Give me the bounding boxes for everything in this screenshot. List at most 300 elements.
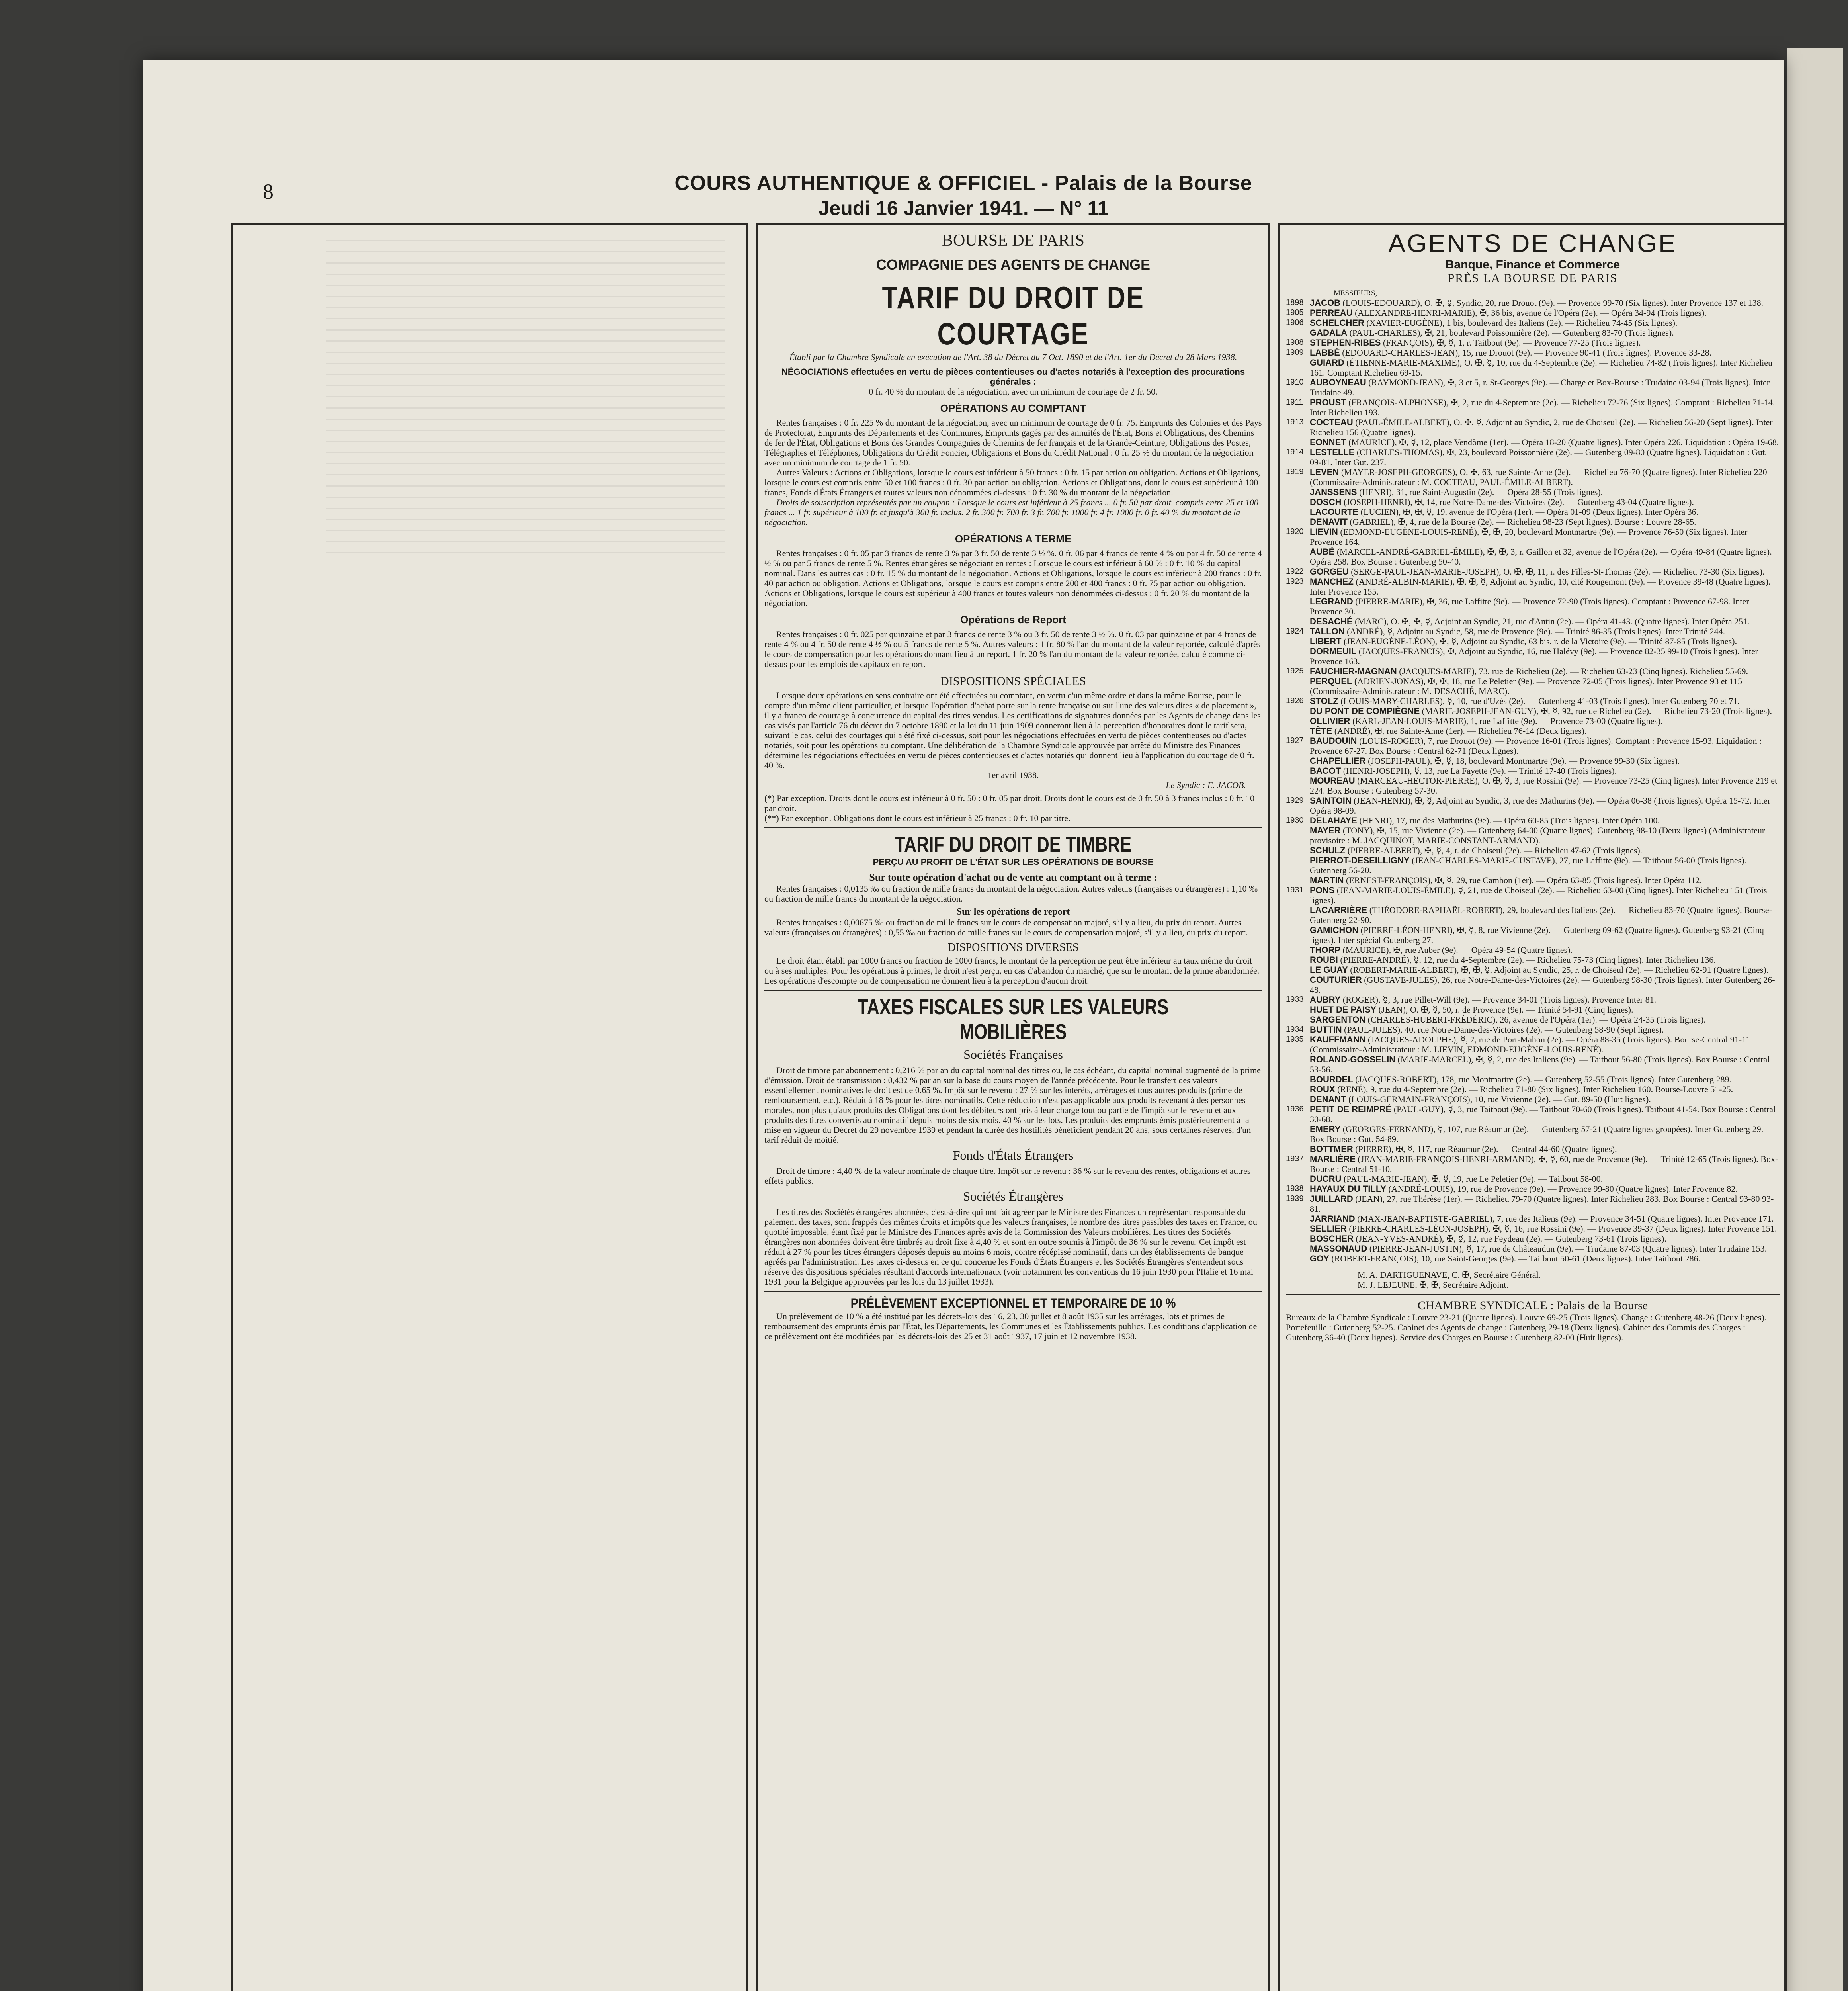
agent-entry [1286, 507, 1780, 517]
agent-entry [1286, 945, 1780, 955]
agent-entry [1286, 1154, 1780, 1174]
agent-entry [1286, 855, 1780, 875]
agent-name: BOTTMER [1310, 1144, 1353, 1154]
agent-name: LESTELLE [1310, 447, 1355, 457]
agent-year [1286, 636, 1310, 646]
agent-details: (JOSEPH-HENRI), ✠, 14, rue Notre-Dame-des-Victoires (2e). — Gutenberg 43-04 (Quatre lignes). [1343, 497, 1694, 507]
agent-entry [1286, 517, 1780, 527]
agent-details: (EDMOND-EUGÈNE-LOUIS-RENÉ), ✠, ✠, 20, boulevard Montmartre (9e). — Provence 76-50 (Six lignes). Inter Provence 164. [1310, 527, 1748, 547]
agent-details: (ANDRÉ-LOUIS), 19, rue de Provence (9e). — Provence 99-80 (Quatre lignes). Inter Provence 82. [1388, 1184, 1738, 1194]
agent-details: (LOUIS-MARY-CHARLES), ☿, 10, rue d'Uzès (2e). — Gutenberg 41-03 (Trois lignes). Inter Gutenberg 70 et 71. [1340, 696, 1740, 706]
agent-year [1286, 1224, 1310, 1234]
agent-name: JANSSENS [1310, 487, 1357, 497]
report-text: Rentes françaises : 0,00675 ‰ ou fraction de mille francs sur le cours de compensation majoré, s'il y a lieu, du prix du report. Autres valeurs (françaises ou étrangères) : 0,55 ‰ ou fraction de mille francs sur le cours de compensation majoré, s'il y a lieu, du prix du report. [764, 917, 1248, 937]
agent-entry [1286, 875, 1780, 885]
agent-name: DUCRU [1310, 1174, 1342, 1184]
secretaire-adjoint: M. J. LEJEUNE, ✠, ✠, Secrétaire Adjoint. [1358, 1280, 1509, 1290]
messieurs-label: MESSIEURS, [1334, 289, 1377, 297]
agent-year: 1938 [1286, 1184, 1304, 1193]
agent-details: (ANDRÉ), ☿, Adjoint au Syndic, 58, rue de Provence (9e). — Trinité 86-35 (Trois lignes). Inter Trinité 244. [1347, 626, 1725, 636]
agent-details: (LOUIS-EDOUARD), O. ✠, ☿, Syndic, 20, rue Drouot (9e). — Provence 99-70 (Six lignes). Inter Provence 137 et 138. [1342, 298, 1764, 308]
agent-year: 1923 [1286, 577, 1304, 586]
agent-year: 1911 [1286, 398, 1303, 407]
agent-year [1286, 756, 1310, 766]
agent-entry [1286, 696, 1780, 706]
agent-year [1286, 925, 1310, 945]
agent-name: BOURDEL [1310, 1074, 1353, 1084]
bourse-kicker: BOURSE DE PARIS [942, 231, 1084, 250]
agent-entry [1286, 417, 1780, 437]
agent-name: AUBRY [1310, 995, 1341, 1005]
agents-title: AGENTS DE CHANGE [1388, 229, 1677, 258]
agent-entry [1286, 905, 1780, 925]
agent-details: (JEAN), O. ✠, ☿, 50, r. de Provence (9e). — Trinité 54-91 (Cinq lignes). [1378, 1005, 1633, 1015]
timbre-head: Sur toute opération d'achat ou de vente au comptant ou à terme : [869, 872, 1157, 883]
agent-name: STEPHEN-RIBES [1310, 338, 1381, 348]
agent-details: (PIERRE-LÉON-HENRI), ✠, ☿, 8, rue Vivienne (2e). — Gutenberg 09-62 (Quatre lignes). Gutenberg 93-21 (Cinq lignes). Inter spécial Gutenberg 27. [1310, 925, 1764, 945]
agent-entry [1286, 1234, 1780, 1244]
agent-entry [1286, 447, 1780, 467]
agent-details: (MAURICE), ✠, ☿, 12, place Vendôme (1er). — Opéra 18-20 (Quatre lignes). Inter Opéra 226. Liquidation : Opéra 19-68. [1348, 437, 1779, 447]
agent-details: (PIERRE-ANDRÉ), ☿, 12, rue du 4-Septembre (2e). — Richelieu 75-73 (Cinq lignes). Inter Richelieu 136. [1340, 955, 1716, 965]
agent-year [1286, 955, 1310, 965]
agent-entry [1286, 1025, 1780, 1035]
agent-year: 1910 [1286, 378, 1304, 387]
prelevement-text: Un prélèvement de 10 % a été institué par les décrets-lois des 16, 23, 30 juillet et 8 août 1935 sur les arrérages, lots et primes de remboursement des emprunts émis par l'État, les Départements, les Communes et les Établissements publics. Les conditions d'application de ce prélèvement ont été modifiées par les décrets-lois des 25 et 31 août 1937, 17 juin et 12 novembre 1938. [764, 1311, 1257, 1341]
agent-name: OLLIVIER [1310, 716, 1350, 726]
agent-year: 1920 [1286, 527, 1304, 536]
agent-name: GUIARD [1310, 358, 1344, 368]
agent-name: BUTTIN [1310, 1025, 1342, 1035]
agent-name: AUBÉ [1310, 547, 1335, 557]
tarif-subtitle: Établi par la Chambre Syndicale en exécution de l'Art. 38 du Décret du 7 Oct. 1890 et de l'Art. 1er du Décret du 28 Mars 1938. [789, 352, 1237, 362]
agent-details: (JACQUES-FRANCIS), ✠, Adjoint au Syndic, 16, rue Halévy (9e). — Provence 82-35 99-10 (Trois lignes). Inter Provence 163. [1310, 646, 1758, 666]
agents-column [1286, 227, 1780, 1342]
agent-details: (ERNEST-FRANÇOIS), ✠, ☿, 29, rue Cambon (1er). — Opéra 63-85 (Trois lignes). Inter Opéra 112. [1346, 875, 1702, 885]
agent-year: 1939 [1286, 1194, 1304, 1203]
courtage-column [764, 227, 1262, 1341]
agent-details: (ALEXANDRE-HENRI-MARIE), ✠, 36 bis, avenue de l'Opéra (2e). — Opéra 34-94 (Trois lignes). [1355, 308, 1707, 318]
agent-name: ROLAND-GOSSELIN [1310, 1054, 1396, 1064]
agent-entry [1286, 1174, 1780, 1184]
agent-year [1286, 945, 1310, 955]
agent-entry [1286, 567, 1780, 577]
agent-name: MARLIÈRE [1310, 1154, 1356, 1164]
agent-details: (MARC), O. ✠, ✠, ☿, Adjoint au Syndic, 21, rue d'Antin (2e). — Opéra 41-43. (Quatre lignes). Inter Opéra 251. [1355, 616, 1750, 626]
agent-year [1286, 517, 1310, 527]
agent-entry [1286, 328, 1780, 338]
agent-name: BACOT [1310, 766, 1341, 776]
agent-name: GADALA [1310, 328, 1348, 338]
agent-entry [1286, 577, 1780, 597]
agent-year [1286, 1074, 1310, 1084]
agent-name: CHAPELLIER [1310, 756, 1366, 766]
agent-entry [1286, 527, 1780, 547]
agent-details: (PIERRE-JEAN-JUSTIN), ☿, 17, rue de Châteaudun (9e). — Trudaine 87-03 (Quatre lignes). Inter Trudaine 153. [1369, 1244, 1767, 1254]
agent-entry [1286, 1054, 1780, 1074]
agent-year: 1926 [1286, 696, 1304, 705]
agent-details: (MARCEL-ANDRÉ-GABRIEL-ÉMILE), ✠, ✠, 3, r. Gaillon et 32, avenue de l'Opéra (2e). — Opéra 49-84 (Quatre lignes). Opéra 258. Box Bourse : Gutenberg 50-40. [1310, 547, 1772, 567]
agent-details: (ROGER), ☿, 3, rue Pillet-Will (9e). — Provence 34-01 (Trois lignes). Provence Inter 81. [1342, 995, 1657, 1005]
agent-details: (PAUL-MARIE-JEAN), ✠, ☿, 19, rue Le Peletier (9e). — Taitbout 58-00. [1343, 1174, 1603, 1184]
agent-year [1286, 875, 1310, 885]
agent-year: 1931 [1286, 886, 1304, 894]
agent-year: 1927 [1286, 736, 1304, 745]
agent-entry [1286, 1244, 1780, 1254]
agent-details: (FRANÇOIS-ALPHONSE), ✠, 2, rue du 4-Septembre (2e). — Richelieu 72-76 (Six lignes). Comptant : Richelieu 71-14. Inter Richelieu 193. [1310, 397, 1775, 417]
report-head: Sur les opérations de report [956, 907, 1070, 917]
agent-name: SAINTOIN [1310, 796, 1352, 806]
agent-entry [1286, 955, 1780, 965]
tarif-courtage-title: TARIF DU DROIT DE COURTAGE [882, 280, 1145, 351]
agent-entry [1286, 377, 1780, 397]
agent-name: DENANT [1310, 1094, 1346, 1104]
ops-report-heading: Opérations de Report [960, 614, 1066, 626]
agent-details: (JEAN-YVES-ANDRÉ), ✠, ☿, 12, rue Feydeau (2e). — Gutenberg 73-61 (Trois lignes). [1356, 1234, 1666, 1244]
agent-name: MASSONAUD [1310, 1244, 1367, 1254]
agent-year [1286, 1234, 1310, 1244]
agent-entry [1286, 1084, 1780, 1094]
ops-comptant-text: Rentes françaises : 0 fr. 225 % du montant de la négociation, avec un minimum de courtage de 0 fr. 75. Emprunts des Colonies et des Pays de Protectorat, Emprunts des Départements et des Communes, Emprunts gagés par des annuités de l'État, Bons et Obligations, des Chemins de fer de l'État, Obligations et Bons des Grandes Compagnies de Chemins de fer français et de la Grande-Ceinture, Obligations des Postes, Télégraphes et Téléphones, Obligations du Crédit Foncier, Obligations et Bons du Crédit National : 0 fr. 25 % du montant de la négociation avec un minimum de courtage de 1 fr. 50. [764, 418, 1262, 467]
agent-year [1286, 497, 1310, 507]
agent-details: (LUCIEN), ✠, ✠, ☿, 19, avenue de l'Opéra (1er). — Opéra 01-09 (Deux lignes). Inter Opéra 36. [1360, 507, 1699, 517]
agent-entry [1286, 397, 1780, 417]
agent-entry [1286, 626, 1780, 636]
agent-details: (PIERRE-CHARLES-LÉON-JOSEPH), ✠, ☿, 16, rue Rossini (9e). — Provence 39-37 (Deux lignes). Inter Provence 151. [1349, 1224, 1777, 1234]
agent-name: LABBÉ [1310, 348, 1340, 358]
agent-year [1286, 1174, 1310, 1184]
agent-details: (XAVIER-EUGÈNE), 1 bis, boulevard des Italiens (2e). — Richelieu 74-45 (Six lignes). [1366, 318, 1678, 328]
agent-year [1286, 1054, 1310, 1074]
agent-year: 1908 [1286, 338, 1304, 347]
agent-entry [1286, 736, 1780, 756]
agent-name: DESACHÉ [1310, 616, 1353, 626]
prelevement-title: PRÉLÈVEMENT EXCEPTIONNEL ET TEMPORAIRE DE 10 % [850, 1296, 1176, 1311]
agent-entry [1286, 298, 1780, 308]
agent-name: HUET DE PAISY [1310, 1005, 1377, 1015]
agent-year: 1930 [1286, 816, 1304, 825]
agent-year: 1929 [1286, 796, 1304, 805]
agent-year [1286, 825, 1310, 845]
agent-details: (JACQUES-MARIE), 73, rue de Richelieu (2e). — Richelieu 63-23 (Cinq lignes). Richelieu 55-69. [1399, 666, 1748, 676]
agent-details: (RENÉ), 9, rue du 4-Septembre (2e). — Richelieu 71-80 (Six lignes). Inter Richelieu 160. Bourse-Louvre 51-25. [1337, 1084, 1733, 1094]
note-two: (**) Par exception. Obligations dont le cours est inférieur à 25 francs : 0 fr. 10 par titre. [764, 813, 1071, 823]
agent-year [1286, 358, 1310, 377]
agent-entry [1286, 487, 1780, 497]
agent-year [1286, 766, 1310, 776]
agent-year: 1905 [1286, 308, 1304, 317]
agent-name: DORMEUIL [1310, 646, 1357, 656]
publication-title: COURS AUTHENTIQUE & OFFICIEL - Palais de la Bourse [674, 172, 1252, 195]
divider [1286, 1294, 1780, 1295]
agent-year [1286, 855, 1310, 875]
agent-year [1286, 1144, 1310, 1154]
agent-entry [1286, 646, 1780, 666]
agent-details: (THÉODORE-RAPHAËL-ROBERT), 29, boulevard des Italiens (2e). — Richelieu 83-70 (Quatre lignes). Bourse-Gutenberg 22-90. [1310, 905, 1772, 925]
agent-details: (PAUL-GUY), ☿, 3, rue Taitbout (9e). — Taitbout 70-60 (Trois lignes). Taitbout 41-54. Box Bourse : Central 30-68. [1310, 1104, 1776, 1124]
agent-entry [1286, 845, 1780, 855]
agent-details: (ADRIEN-JONAS), ✠, ✠, 18, rue Le Peletier (9e). — Provence 72-05 (Trois lignes). Inter Provence 93 et 115 (Commissaire-Administrateur : M. DESACHÉ, MARC). [1310, 676, 1743, 696]
agent-details: (JACQUES-ROBERT), 178, rue Montmartre (2e). — Gutenberg 52-55 (Trois lignes). Inter Gutenberg 289. [1355, 1074, 1732, 1084]
agent-name: TÊTE [1310, 726, 1332, 736]
agent-entry [1286, 825, 1780, 845]
agent-entry [1286, 437, 1780, 447]
show-through-texture [326, 235, 725, 553]
agent-details: (ANDRÉ-ALBIN-MARIE), ✠, ✠, ☿, Adjoint au Syndic, 10, cité Rougemont (9e). — Provence 39-48 (Quatre lignes). Inter Provence 155. [1310, 577, 1771, 597]
agent-year [1286, 507, 1310, 517]
agent-entry [1286, 995, 1780, 1005]
agent-year: 1933 [1286, 995, 1304, 1004]
agent-details: (GEORGES-FERNAND), ☿, 107, rue Réaumur (2e). — Gutenberg 57-21 (Quatre lignes groupées). Inter Gutenberg 29. Box Bourse : Gut. 54-89. [1310, 1124, 1764, 1144]
agent-details: (CHARLES-HUBERT-FRÉDÉRIC), 26, avenue de l'Opéra (1er). — Opéra 24-35 (Trois lignes). [1367, 1015, 1706, 1025]
agent-year [1286, 547, 1310, 567]
agent-details: (MARIE-JOSEPH-JEAN-GUY), ✠, ☿, 92, rue de Richelieu (2e). — Richelieu 73-20 (Trois lignes). [1422, 706, 1772, 716]
agent-year [1286, 1124, 1310, 1144]
agent-year: 1906 [1286, 318, 1304, 327]
agent-name: BOSCHER [1310, 1234, 1354, 1244]
societes-francaises-text: Droit de timbre par abonnement : 0,216 % par an du capital nominal des titres ou, le cas échéant, du capital nominal augmenté de la prime d'émission. Droit de transmission : 0,432 % par an sur la base du cours moyen de l'année précédente. Pour le transfert des valeurs essentiellement nominatives le droit est de 0.65 %. Impôt sur le revenu : 27 % sur les intérêts, arrérages et tous autres produits (prime de remboursement, etc.). Réduit à 18 % pour les titres nominatifs. Cette réduction n'est pas applicable aux produits revenant à des personnes morales, non plus qu'aux produits des Obligations dont les débiteurs ont pris à leur charge tout ou partie de l'impôt sur le revenu et aux produits des titres convertis au nominatif depuis moins de six mois. 40 % sur les lots. Les produits des emprunts émis postérieurement à la mise en vigueur du Décret du 29 novembre 1939 et pendant la durée des hostilités bénéficient pendant 20 ans, sous certaines réserves, d'un tarif réduit de moitié. [764, 1065, 1261, 1145]
agent-entry [1286, 1104, 1780, 1124]
agents-subtitle: Banque, Finance et Commerce [1445, 258, 1620, 271]
agent-details: (MAX-JEAN-BAPTISTE-GABRIEL), 7, rue des Italiens (9e). — Provence 34-51 (Quatre lignes). Inter Provence 171. [1357, 1214, 1774, 1224]
agent-entry [1286, 1194, 1780, 1214]
agent-name: LIBERT [1310, 636, 1342, 646]
agent-entry [1286, 706, 1780, 716]
agent-name: DELAHAYE [1310, 816, 1357, 825]
fonds-etats-text: Droit de timbre : 4,40 % de la valeur nominale de chaque titre. Impôt sur le revenu : 36 % sur le revenu des rentes, obligations et autres effets publics. [764, 1166, 1251, 1186]
agent-details: (JOSEPH-PAUL), ✠, ☿, 18, boulevard Montmartre (9e). — Provence 99-30 (Six lignes). [1368, 756, 1680, 766]
societes-francaises-heading: Sociétés Françaises [963, 1047, 1063, 1062]
agent-name: FAUCHIER-MAGNAN [1310, 666, 1397, 676]
souscription-text: Droits de souscription représentés par un coupon : Lorsque le cours est inférieur à 25 francs ... 0 fr. 50 par droit. compris entre 25 et 100 francs ... 1 fr. supérieur à 100 fr. et jusqu'à 300 fr. inclus. 2 fr. 300 fr. 700 fr. 3 fr. 700 fr. 1000 fr. 4 fr. 1000 fr. 0 fr. 40 % du montant de la négociation. [764, 497, 1258, 527]
agent-name: ROUX [1310, 1084, 1335, 1094]
agent-entry [1286, 1035, 1780, 1054]
agent-entry [1286, 1214, 1780, 1224]
agent-entry [1286, 308, 1780, 318]
agent-name: GAMICHON [1310, 925, 1359, 935]
agent-year: 1934 [1286, 1025, 1304, 1034]
agent-entry [1286, 975, 1780, 995]
agent-name: BAUDOUIN [1310, 736, 1357, 746]
agent-name: DENAVIT [1310, 517, 1348, 527]
autres-valeurs-text: Autres Valeurs : Actions et Obligations, lorsque le cours est inférieur à 50 francs : 0 fr. 15 par action ou obligation. Actions et Obligations, lorsque le cours est compris entre 50 et 100 francs : 0 fr. 30 par action ou obligation. Actions et Obligations, dont le cours est supérieur à 100 francs, Fonds d'États Étrangers et toutes valeurs non dénommées ci-dessus : 0 fr. 30 % du montant de la négociation. [764, 467, 1260, 497]
agent-entry [1286, 1005, 1780, 1015]
agent-year [1286, 597, 1310, 616]
agent-details: (KARL-JEAN-LOUIS-MARIE), 1, rue Laffitte (9e). — Provence 73-00 (Quatre lignes). [1352, 716, 1663, 726]
agent-name: SELLIER [1310, 1224, 1347, 1234]
agent-name: AUBOYNEAU [1310, 377, 1366, 387]
agent-year [1286, 676, 1310, 696]
agent-year: 1924 [1286, 627, 1304, 636]
agent-name: SARGENTON [1310, 1015, 1366, 1025]
chambre-syndicale-title: CHAMBRE SYNDICALE : Palais de la Bourse [1417, 1299, 1648, 1312]
agent-entry [1286, 776, 1780, 796]
agent-name: MANCHEZ [1310, 577, 1354, 587]
agent-entry [1286, 796, 1780, 816]
agent-entry [1286, 816, 1780, 825]
agent-details: (GUSTAVE-JULES), 26, rue Notre-Dame-des-Victoires (2e). — Gutenberg 98-30 (Trois lignes). Inter Gutenberg 26-48. [1310, 975, 1775, 995]
agent-name: EMERY [1310, 1124, 1341, 1134]
agent-name: ROUBI [1310, 955, 1338, 965]
agent-name: THORP [1310, 945, 1340, 955]
agent-entry [1286, 547, 1780, 567]
agent-name: GOY [1310, 1254, 1329, 1263]
dispositions-date: 1er avril 1938. [987, 770, 1039, 780]
agent-details: (TONY), ✠, 15, rue Vivienne (2e). — Gutenberg 64-00 (Quatre lignes). Gutenberg 98-10 (Deux lignes) (Administrateur provisoire : M. JACQUINOT, MARIE-CONSTANT-ARMAND). [1310, 825, 1765, 845]
agent-name: DU PONT DE COMPIÈGNE [1310, 706, 1420, 716]
company-heading: COMPAGNIE DES AGENTS DE CHANGE [876, 256, 1151, 273]
agent-name: MAYER [1310, 825, 1341, 835]
agent-details: (PAUL-JULES), 40, rue Notre-Dame-des-Victoires (2e). — Gutenberg 58-90 (Sept lignes). [1344, 1025, 1664, 1035]
agent-entry [1286, 925, 1780, 945]
agent-entry [1286, 597, 1780, 616]
agent-name: KAUFFMANN [1310, 1035, 1366, 1044]
societes-etrangeres-heading: Sociétés Étrangères [963, 1189, 1063, 1203]
agent-name: EONNET [1310, 437, 1346, 447]
agent-name: SCHULZ [1310, 845, 1346, 855]
agent-entry [1286, 726, 1780, 736]
divider [764, 990, 1262, 991]
agent-year [1286, 1214, 1310, 1224]
agent-details: (JEAN-HENRI), ✠, ☿, Adjoint au Syndic, 3, rue des Mathurins (9e). — Opéra 06-38 (Trois lignes). Opéra 15-72. Inter Opéra 98-09. [1310, 796, 1770, 816]
agent-name: PIERROT-DESEILLIGNY [1310, 855, 1410, 865]
agent-entry [1286, 676, 1780, 696]
agent-name: PERQUEL [1310, 676, 1352, 686]
agent-name: STOLZ [1310, 696, 1338, 706]
agent-year: 1936 [1286, 1105, 1304, 1113]
dispositions-diverses-heading: DISPOSITIONS DIVERSES [947, 941, 1079, 954]
agent-name: PROUST [1310, 397, 1346, 407]
ops-terme-text: Rentes françaises : 0 fr. 05 par 3 francs de rente 3 % par 3 fr. 50 de rente 3 ½ %. 0 fr. 06 par 4 francs de rente 4 % ou par 4 fr. 50 de rente 4 ½ % ou par 5 francs de rente 5 %. Rentes étrangères se négociant en rentes : Lorsque le cours est inférieur à 60 % : 0 fr. 10 % du capital nominal. Dans les autres cas : 0 fr. 15 % du montant de la négociation. Actions et Obligations, lorsque le cours est inférieur à 200 francs : 0 fr. 40 par action ou obligation. Actions et Obligations, lorsque le cours est compris entre 200 et 400 francs : 0 fr. 75 par action ou obligation. Actions et Obligations, lorsque le cours est supérieur à 400 francs et toutes valeurs non dénommées ci-dessus : 0 fr. 20 % du montant de la négociation. [764, 548, 1262, 608]
agent-year [1286, 845, 1310, 855]
agent-name: DOSCH [1310, 497, 1342, 507]
agent-name: GORGEU [1310, 567, 1349, 577]
agent-year [1286, 716, 1310, 726]
agent-entry [1286, 467, 1780, 487]
agent-entry [1286, 1074, 1780, 1084]
agent-entry [1286, 636, 1780, 646]
agent-year [1286, 726, 1310, 736]
agent-name: JARRIAND [1310, 1214, 1355, 1224]
agent-details: (MAURICE), ✠, rue Auber (9e). — Opéra 49-54 (Quatre lignes). [1342, 945, 1573, 955]
timbre-title: TARIF DU DROIT DE TIMBRE [895, 833, 1132, 857]
agent-year: 1914 [1286, 448, 1304, 456]
agent-year [1286, 1254, 1310, 1263]
agent-name: TALLON [1310, 626, 1345, 636]
agent-name: PERREAU [1310, 308, 1353, 318]
fonds-etats-heading: Fonds d'États Étrangers [953, 1148, 1074, 1162]
agent-year [1286, 437, 1310, 447]
agent-details: (HENRI-JOSEPH), ☿, 13, rue La Fayette (9e). — Trinité 17-40 (Trois lignes). [1343, 766, 1617, 776]
dispositions-heading: DISPOSITIONS SPÉCIALES [940, 675, 1086, 688]
agent-details: (JEAN), 27, rue Thérèse (1er). — Richelieu 79-70 (Quatre lignes). Inter Richelieu 283. Box Bourse : Central 93-80 93-81. [1310, 1194, 1774, 1214]
agent-details: (FRANÇOIS), ✠, ☿, 1, r. Taitbout (9e). — Provence 77-25 (Trois lignes). [1383, 338, 1641, 348]
agent-details: (PIERRE-MARIE), ✠, 36, rue Laffitte (9e). — Provence 72-90 (Trois lignes). Comptant : Provence 67-98. Inter Provence 30. [1310, 597, 1749, 616]
syndic-signature: Le Syndic : E. JACOB. [1166, 780, 1246, 790]
agent-name: PONS [1310, 885, 1335, 895]
agent-year [1286, 616, 1310, 626]
agent-details: (JACQUES-ADOLPHE), ☿, 7, rue de Port-Mahon (2e). — Opéra 88-35 (Trois lignes). Bourse-Central 91-11 (Commissaire-Administrateur : M. LIEVIN, EDMOND-EUGÈNE-LOUIS-RENÉ). [1310, 1035, 1750, 1054]
negociations-heading: NÉGOCIATIONS effectuées en vertu de pièces contentieuses ou d'actes notariés à l'exception des procurations générales : [781, 367, 1245, 387]
agent-details: (HENRI), 31, rue Saint-Augustin (2e). — Opéra 28-55 (Trois lignes). [1359, 487, 1603, 497]
agent-entry [1286, 1144, 1780, 1154]
agent-year [1286, 646, 1310, 666]
agent-details: (RAYMOND-JEAN), ✠, 3 et 5, r. St-Georges (9e). — Charge et Box-Bourse : Trudaine 03-94 (Trois lignes). Inter Trudaine 49. [1310, 377, 1770, 397]
agent-details: (PIERRE), ✠, ☿, 117, rue Réaumur (2e). — Central 44-60 (Quatre lignes). [1355, 1144, 1617, 1154]
agent-entry [1286, 766, 1780, 776]
agent-year [1286, 1244, 1310, 1254]
agent-year: 1935 [1286, 1035, 1304, 1044]
agent-entry [1286, 348, 1780, 358]
agent-details: (SERGE-PAUL-JEAN-MARIE-JOSEPH), O. ✠, ✠, 11, r. des Filles-St-Thomas (2e). — Richelieu 73-30 (Six lignes). [1351, 567, 1765, 577]
agent-year [1286, 1084, 1310, 1094]
agent-year: 1919 [1286, 467, 1304, 476]
taxes-title: TAXES FISCALES SUR LES VALEURS MOBILIÈRES [858, 995, 1169, 1044]
agent-details: (ANDRÉ), ✠, rue Sainte-Anne (1er). — Richelieu 76-14 (Deux lignes). [1334, 726, 1587, 736]
agent-name: LACARRIÈRE [1310, 905, 1367, 915]
agent-name: MOUREAU [1310, 776, 1355, 786]
agent-details: (JEAN-EUGÈNE-LÉON), ✠, ☿, Adjoint au Syndic, 63 bis, r. de la Victoire (9e). — Trinité 87-85 (Trois lignes). [1343, 636, 1737, 646]
divider [764, 1291, 1262, 1292]
agent-year [1286, 975, 1310, 995]
agent-year: 1909 [1286, 348, 1304, 357]
agent-year [1286, 965, 1310, 975]
agent-year: 1898 [1286, 298, 1304, 307]
agent-name: LE GUAY [1310, 965, 1348, 975]
agent-name: LEGRAND [1310, 597, 1353, 606]
agents-list [1286, 298, 1780, 1263]
agent-entry [1286, 1015, 1780, 1025]
agent-details: (PIERRE-ALBERT), ✠, ☿, 4, r. de Choiseul (2e). — Richelieu 47-62 (Trois lignes). [1347, 845, 1643, 855]
agent-details: (CHARLES-THOMAS), ✠, 23, boulevard Poissonnière (2e). — Gutenberg 09-80 (Quatre lignes). Liquidation : Gut. 09-81. Inter Gut. 237. [1310, 447, 1767, 467]
agent-details: (LOUIS-GERMAIN-FRANÇOIS), 10, rue Vivienne (2e). — Gut. 89-50 (Huit lignes). [1348, 1094, 1651, 1104]
agent-name: JACOB [1310, 298, 1341, 308]
agent-details: (JEAN-CHARLES-MARIE-GUSTAVE), 27, rue Laffitte (9e). — Taitbout 56-00 (Trois lignes). Gutenberg 56-20. [1310, 855, 1747, 875]
agent-entry [1286, 885, 1780, 905]
agent-entry [1286, 616, 1780, 626]
agent-entry [1286, 1254, 1780, 1263]
ops-report-text: Rentes françaises : 0 fr. 025 par quinzaine et par 3 francs de rente 3 % ou 3 fr. 50 de rente 3 ½ %. 0 fr. 03 par quinzaine et par 4 francs de rente 4 % ou 4 fr. 50 de rente 4 ½ % ou 5 francs de rente 5 %. Autres valeurs : 1 fr. 80 % l'an du montant de la valeur reportée, calculé d'après le cours de compensation pour les opérations donnant lieu à un report. 1 fr. 20 % l'an du montant de la valeur reportée, calculé comme ci-dessus pour les emplois de capitaux en report. [764, 629, 1261, 669]
agent-entry [1286, 318, 1780, 328]
timbre-subtitle: PERÇU AU PROFIT DE L'ÉTAT SUR LES OPÉRATIONS DE BOURSE [873, 857, 1154, 867]
page-header [143, 171, 1784, 220]
agent-year [1286, 1094, 1310, 1104]
agent-year: 1922 [1286, 567, 1304, 576]
agent-details: (JEAN-MARIE-LOUIS-ÉMILE), ☿, 21, rue de Choiseul (2e). — Richelieu 63-00 (Cinq lignes). Inter Richelieu 151 (Trois lignes). [1310, 885, 1767, 905]
agent-entry [1286, 1124, 1780, 1144]
ops-terme-heading: OPÉRATIONS A TERME [955, 533, 1072, 545]
agent-details: (JEAN-MARIE-FRANÇOIS-HENRI-ARMAND), ✠, ☿, 60, rue de Provence (9e). — Trinité 12-65 (Trois lignes). Box-Bourse : Central 51-10. [1310, 1154, 1778, 1174]
adjacent-page-edge [1787, 48, 1843, 1991]
newspaper-page [143, 60, 1784, 1991]
agent-year [1286, 1005, 1310, 1015]
agent-name: SCHELCHER [1310, 318, 1364, 328]
dispositions-diverses-text: Le droit étant établi par 1000 francs ou fraction de 1000 francs, le montant de la perception ne peut être inférieur au taux même du droit ou à ses multiples. Pour les opérations à primes, le droit n'est perçu, en cas d'abandon du marché, que sur le montant de la prime abandonnée. Les opérations d'escompte ou de compensation ne donnent lieu à la perception d'aucun droit. [764, 956, 1260, 986]
agent-name: JUILLARD [1310, 1194, 1353, 1204]
agent-entry [1286, 1224, 1780, 1234]
agent-entry [1286, 358, 1780, 377]
agent-year [1286, 706, 1310, 716]
agent-entry [1286, 756, 1780, 766]
note-one: (*) Par exception. Droits dont le cours est inférieur à 0 fr. 50 : 0 fr. 05 par droit. Droits dont le cours est de 0 fr. 50 à 3 francs inclus : 0 fr. 10 par droit. [764, 793, 1255, 813]
agent-details: (MARIE-MARCEL), ✠, ☿, 2, rue des Italiens (9e). — Taitbout 56-80 (Trois lignes). Box Bourse : Central 53-56. [1310, 1054, 1770, 1074]
timbre-text: Rentes françaises : 0,0135 ‰ ou fraction de mille francs du montant de la négociation. Autres valeurs (françaises ou étrangères) : 1,10 ‰ ou fraction de mille francs du montant de la négociation. [764, 884, 1258, 904]
agent-details: (MAYER-JOSEPH-GEORGES), O. ✠, 63, rue Sainte-Anne (2e). — Richelieu 76-70 (Quatre lignes). Inter Richelieu 220 (Commissaire-Administrateur : M. COCTEAU, PAUL-ÉMILE-ALBERT). [1310, 467, 1767, 487]
societes-etrangeres-text: Les titres des Sociétés étrangères abonnées, c'est-à-dire qui ont fait agréer par le Ministre des Finances un représentant responsable du paiement des taxes, sont frappés des mêmes droits et impôts que les valeurs françaises, le nombre des titres passibles des taxes en France, ou quotité imposable, étant fixé par le Ministre des Finances après avis de la Commission des Valeurs mobilières. Les titres des Sociétés étrangères non abonnées doivent être timbrés au droit fixe à 4,40 % et sont en outre soumis à l'impôt de 36 % sur le revenu. Cet impôt est réduit à 27 % pour les titres étrangers déposés depuis au moins 6 mois, contre récépissé nominatif, dans un des établissements de banque agréés par l'administration. Les taxes ci-dessus en ce qui concerne les Fonds d'États Étrangers et les Sociétés Étrangères s'entendent sous réserve des dispositions spéciales résultant d'accords internationaux (voir notamment les conventions du 16 juin 1930 pour l'Italie et 16 mai 1931 pour la Belgique approuvées par les lois du 13 juillet 1933). [764, 1207, 1257, 1287]
issue-date: Jeudi 16 Janvier 1941. — N° 11 [818, 197, 1109, 219]
agent-year [1286, 328, 1310, 338]
agent-name: COUTURIER [1310, 975, 1362, 985]
